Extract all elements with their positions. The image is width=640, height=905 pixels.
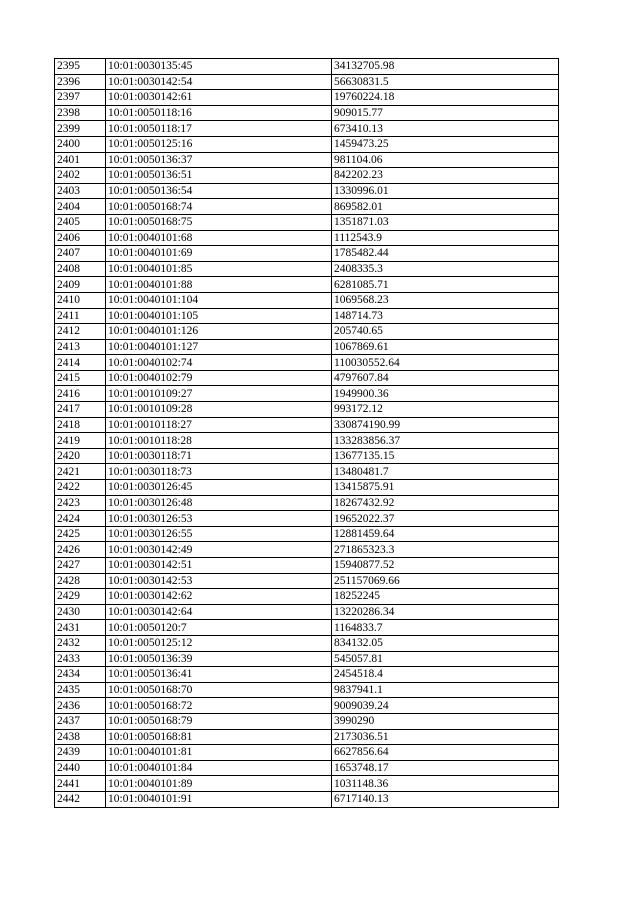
table-row	[55, 589, 559, 605]
row-number-cell: 2399	[55, 121, 106, 137]
value-cell: 18267432.92	[332, 495, 559, 511]
row-number-cell: 2403	[55, 183, 106, 199]
cadastral-number-cell: 10:01:0050136:39	[106, 651, 332, 667]
table-row	[55, 90, 559, 106]
row-number-cell: 2440	[55, 760, 106, 776]
value-cell: 4797607.84	[332, 370, 559, 386]
cadastral-number-cell: 10:01:0050168:70	[106, 682, 332, 698]
value-cell: 133283856.37	[332, 433, 559, 449]
cadastral-number-cell: 10:01:0050125:12	[106, 635, 332, 651]
row-number-cell: 2441	[55, 776, 106, 792]
cadastral-number-cell: 10:01:0050168:81	[106, 729, 332, 745]
value-cell: 545057.81	[332, 651, 559, 667]
cadastral-number-cell: 10:01:0040101:127	[106, 339, 332, 355]
row-number-cell: 2426	[55, 542, 106, 558]
table-row	[55, 526, 559, 542]
row-number-cell: 2434	[55, 667, 106, 683]
row-number-cell: 2407	[55, 246, 106, 262]
row-number-cell: 2429	[55, 589, 106, 605]
table-row	[55, 682, 559, 698]
row-number-cell: 2415	[55, 370, 106, 386]
row-number-cell: 2427	[55, 558, 106, 574]
table-row	[55, 292, 559, 308]
table-row	[55, 745, 559, 761]
cadastral-number-cell: 10:01:0050120:7	[106, 620, 332, 636]
cadastral-number-cell: 10:01:0010109:27	[106, 386, 332, 402]
table-row	[55, 183, 559, 199]
value-cell: 1069568.23	[332, 292, 559, 308]
value-cell: 1459473.25	[332, 136, 559, 152]
value-cell: 13415875.91	[332, 480, 559, 496]
value-cell: 56630831.5	[332, 74, 559, 90]
table-row	[55, 776, 559, 792]
table-row	[55, 729, 559, 745]
row-number-cell: 2412	[55, 324, 106, 340]
row-number-cell: 2421	[55, 464, 106, 480]
row-number-cell: 2419	[55, 433, 106, 449]
cadastral-number-cell: 10:01:0040101:85	[106, 261, 332, 277]
row-number-cell: 2442	[55, 791, 106, 807]
cadastral-number-cell: 10:01:0010118:28	[106, 433, 332, 449]
row-number-cell: 2395	[55, 59, 106, 75]
table-row	[55, 417, 559, 433]
table-row	[55, 136, 559, 152]
value-cell: 330874190.99	[332, 417, 559, 433]
table-row	[55, 324, 559, 340]
cadastral-number-cell: 10:01:0040101:91	[106, 791, 332, 807]
row-number-cell: 2430	[55, 604, 106, 620]
value-cell: 909015.77	[332, 105, 559, 121]
row-number-cell: 2397	[55, 90, 106, 106]
cadastral-number-cell: 10:01:0050168:74	[106, 199, 332, 215]
value-cell: 6717140.13	[332, 791, 559, 807]
row-number-cell: 2438	[55, 729, 106, 745]
cadastral-number-cell: 10:01:0040101:104	[106, 292, 332, 308]
value-cell: 2454518.4	[332, 667, 559, 683]
value-cell: 18252245	[332, 589, 559, 605]
row-number-cell: 2411	[55, 308, 106, 324]
value-cell: 3990290	[332, 713, 559, 729]
cadastral-number-cell: 10:01:0040101:69	[106, 246, 332, 262]
table-row	[55, 464, 559, 480]
cadastral-number-cell: 10:01:0030142:53	[106, 573, 332, 589]
table-row	[55, 261, 559, 277]
row-number-cell: 2433	[55, 651, 106, 667]
row-number-cell: 2428	[55, 573, 106, 589]
table-row	[55, 74, 559, 90]
row-number-cell: 2398	[55, 105, 106, 121]
value-cell: 1653748.17	[332, 760, 559, 776]
value-cell: 271865323.3	[332, 542, 559, 558]
cadastral-number-cell: 10:01:0050168:75	[106, 214, 332, 230]
row-number-cell: 2402	[55, 168, 106, 184]
cadastral-number-cell: 10:01:0030142:62	[106, 589, 332, 605]
row-number-cell: 2431	[55, 620, 106, 636]
row-number-cell: 2404	[55, 199, 106, 215]
row-number-cell: 2413	[55, 339, 106, 355]
table-row	[55, 121, 559, 137]
value-cell: 205740.65	[332, 324, 559, 340]
value-cell: 993172.12	[332, 402, 559, 418]
value-cell: 1067869.61	[332, 339, 559, 355]
value-cell: 6281085.71	[332, 277, 559, 293]
cadastral-number-cell: 10:01:0030142:49	[106, 542, 332, 558]
cadastral-number-cell: 10:01:0010118:27	[106, 417, 332, 433]
row-number-cell: 2405	[55, 214, 106, 230]
row-number-cell: 2408	[55, 261, 106, 277]
table-row	[55, 433, 559, 449]
value-cell: 981104.06	[332, 152, 559, 168]
value-cell: 1330996.01	[332, 183, 559, 199]
value-cell: 19652022.37	[332, 511, 559, 527]
table-row	[55, 667, 559, 683]
row-number-cell: 2425	[55, 526, 106, 542]
value-cell: 834132.05	[332, 635, 559, 651]
cadastral-number-cell: 10:01:0030126:55	[106, 526, 332, 542]
value-cell: 1031148.36	[332, 776, 559, 792]
row-number-cell: 2409	[55, 277, 106, 293]
cadastral-number-cell: 10:01:0030142:64	[106, 604, 332, 620]
cadastral-number-cell: 10:01:0030118:73	[106, 464, 332, 480]
cadastral-number-cell: 10:01:0040101:84	[106, 760, 332, 776]
row-number-cell: 2437	[55, 713, 106, 729]
table-row	[55, 651, 559, 667]
cadastral-number-cell: 10:01:0030126:48	[106, 495, 332, 511]
value-cell: 15940877.52	[332, 558, 559, 574]
cadastral-number-cell: 10:01:0050136:51	[106, 168, 332, 184]
value-cell: 1949900.36	[332, 386, 559, 402]
cadastral-number-cell: 10:01:0040101:105	[106, 308, 332, 324]
cadastral-number-cell: 10:01:0030126:45	[106, 480, 332, 496]
table-row	[55, 59, 559, 75]
row-number-cell: 2414	[55, 355, 106, 371]
value-cell: 13220286.34	[332, 604, 559, 620]
value-cell: 869582.01	[332, 199, 559, 215]
table-row	[55, 542, 559, 558]
row-number-cell: 2420	[55, 448, 106, 464]
table-row	[55, 495, 559, 511]
table-row	[55, 230, 559, 246]
value-cell: 148714.73	[332, 308, 559, 324]
table-row	[55, 246, 559, 262]
table-row	[55, 355, 559, 371]
value-cell: 13677135.15	[332, 448, 559, 464]
table-row	[55, 558, 559, 574]
row-number-cell: 2423	[55, 495, 106, 511]
table-row	[55, 760, 559, 776]
cadastral-number-cell: 10:01:0050118:16	[106, 105, 332, 121]
row-number-cell: 2422	[55, 480, 106, 496]
row-number-cell: 2396	[55, 74, 106, 90]
row-number-cell: 2417	[55, 402, 106, 418]
cadastral-number-cell: 10:01:0050136:54	[106, 183, 332, 199]
row-number-cell: 2436	[55, 698, 106, 714]
table-row	[55, 448, 559, 464]
row-number-cell: 2432	[55, 635, 106, 651]
value-cell: 6627856.64	[332, 745, 559, 761]
table-row	[55, 214, 559, 230]
cadastral-number-cell: 10:01:0030142:51	[106, 558, 332, 574]
cadastral-number-cell: 10:01:0040101:126	[106, 324, 332, 340]
cadastral-number-cell: 10:01:0040102:74	[106, 355, 332, 371]
value-cell: 19760224.18	[332, 90, 559, 106]
cadastral-number-cell: 10:01:0040101:81	[106, 745, 332, 761]
table-row	[55, 199, 559, 215]
table-row	[55, 168, 559, 184]
data-table	[54, 58, 559, 808]
row-number-cell: 2401	[55, 152, 106, 168]
table-row	[55, 791, 559, 807]
cadastral-number-cell: 10:01:0040101:68	[106, 230, 332, 246]
cadastral-number-cell: 10:01:0050118:17	[106, 121, 332, 137]
row-number-cell: 2410	[55, 292, 106, 308]
table-row	[55, 370, 559, 386]
row-number-cell: 2439	[55, 745, 106, 761]
cadastral-number-cell: 10:01:0030118:71	[106, 448, 332, 464]
table-row	[55, 152, 559, 168]
table-row	[55, 604, 559, 620]
cadastral-number-cell: 10:01:0040102:79	[106, 370, 332, 386]
table-row	[55, 635, 559, 651]
table-row	[55, 698, 559, 714]
value-cell: 9837941.1	[332, 682, 559, 698]
row-number-cell: 2435	[55, 682, 106, 698]
table-row	[55, 620, 559, 636]
cadastral-number-cell: 10:01:0050168:72	[106, 698, 332, 714]
table-row	[55, 480, 559, 496]
table-row	[55, 713, 559, 729]
cadastral-number-cell: 10:01:0050125:16	[106, 136, 332, 152]
table-body	[55, 59, 559, 808]
table-row	[55, 402, 559, 418]
value-cell: 110030552.64	[332, 355, 559, 371]
cadastral-number-cell: 10:01:0030135:45	[106, 59, 332, 75]
table-row	[55, 386, 559, 402]
cadastral-number-cell: 10:01:0010109:28	[106, 402, 332, 418]
cadastral-number-cell: 10:01:0040101:89	[106, 776, 332, 792]
value-cell: 2173036.51	[332, 729, 559, 745]
value-cell: 842202.23	[332, 168, 559, 184]
value-cell: 1351871.03	[332, 214, 559, 230]
table-row	[55, 573, 559, 589]
table-row	[55, 511, 559, 527]
cadastral-number-cell: 10:01:0030142:54	[106, 74, 332, 90]
table-row	[55, 339, 559, 355]
cadastral-number-cell: 10:01:0030126:53	[106, 511, 332, 527]
row-number-cell: 2418	[55, 417, 106, 433]
cadastral-number-cell: 10:01:0050136:41	[106, 667, 332, 683]
row-number-cell: 2416	[55, 386, 106, 402]
value-cell: 12881459.64	[332, 526, 559, 542]
cadastral-number-cell: 10:01:0050136:37	[106, 152, 332, 168]
value-cell: 1112543.9	[332, 230, 559, 246]
table-row	[55, 277, 559, 293]
row-number-cell: 2400	[55, 136, 106, 152]
value-cell: 34132705.98	[332, 59, 559, 75]
value-cell: 1785482.44	[332, 246, 559, 262]
cadastral-number-cell: 10:01:0050168:79	[106, 713, 332, 729]
cadastral-number-cell: 10:01:0030142:61	[106, 90, 332, 106]
cadastral-number-cell: 10:01:0040101:88	[106, 277, 332, 293]
table-row	[55, 105, 559, 121]
row-number-cell: 2406	[55, 230, 106, 246]
value-cell: 251157069.66	[332, 573, 559, 589]
value-cell: 13480481.7	[332, 464, 559, 480]
value-cell: 2408335.3	[332, 261, 559, 277]
value-cell: 1164833.7	[332, 620, 559, 636]
value-cell: 673410.13	[332, 121, 559, 137]
row-number-cell: 2424	[55, 511, 106, 527]
table-row	[55, 308, 559, 324]
value-cell: 9009039.24	[332, 698, 559, 714]
